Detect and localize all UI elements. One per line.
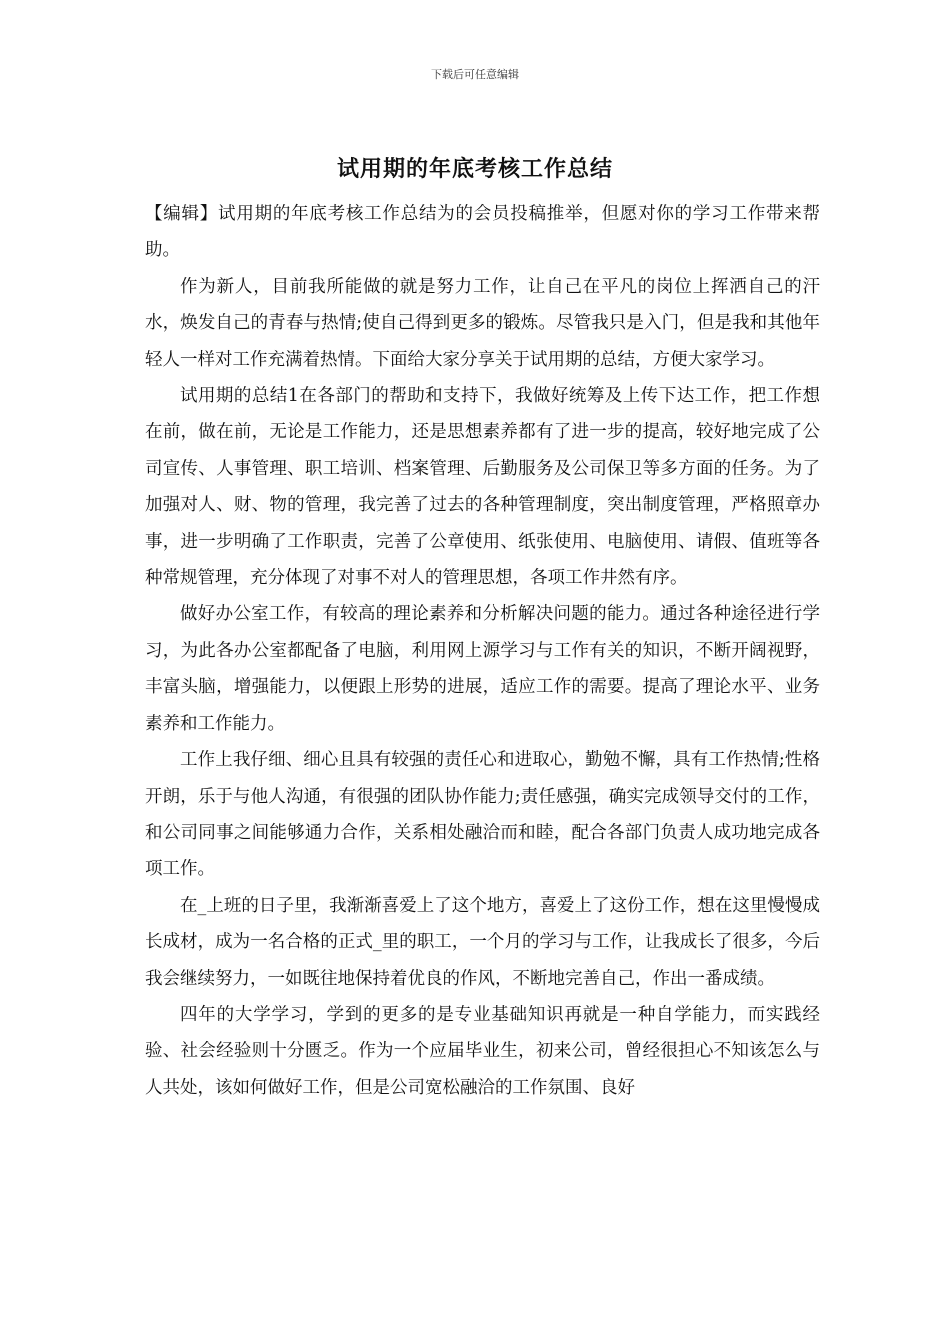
paragraph: 作为新人，目前我所能做的就是努力工作，让自己在平凡的岗位上挥洒自己的汗水，焕发自己的青春与热情;使自己得到更多的锻炼。尽管我只是入门，但是我和其他年轻人一样对工作充满着热情。下面给大家分享关于试用期的总结，方便大家学习。 <box>145 276 820 370</box>
paragraph: 四年的大学学习，学到的更多的是专业基础知识再就是一种自学能力，而实践经验、社会经验则十分匮乏。作为一个应届毕业生，初来公司，曾经很担心不知该怎么与人共处，该如何做好工作，但是公司宽松融洽的工作氛围、良好 <box>145 1004 820 1098</box>
document-body <box>145 196 820 1106</box>
page-header-note: 下载后可任意编辑 <box>431 68 519 81</box>
paragraph: 在_上班的日子里，我渐渐喜爱上了这个地方，喜爱上了这份工作，想在这里慢慢成长成材，成为一名合格的正式_里的职工，一个月的学习与工作，让我成长了很多，今后我会继续努力，一如既往地保持着优良的作风，不断地完善自己，作出一番成绩。 <box>145 895 820 989</box>
paragraph: 做好办公室工作，有较高的理论素养和分析解决问题的能力。通过各种途径进行学习，为此各办公室都配备了电脑，利用网上源学习与工作有关的知识，不断开阔视野，丰富头脑，增强能力，以便跟上形势的进展，适应工作的需要。提高了理论水平、业务素养和工作能力。 <box>145 604 820 734</box>
paragraph-intro: 【编辑】试用期的年底考核工作总结为的会员投稿推举，但愿对你的学习工作带来帮助。 <box>145 204 820 261</box>
paragraph: 工作上我仔细、细心且具有较强的责任心和进取心，勤勉不懈，具有工作热情;性格开朗，乐于与他人沟通，有很强的团队协作能力;责任感强，确实完成领导交付的工作，和公司同事之间能够通力合作，关系相处融洽而和睦，配合各部门负责人成功地完成各项工作。 <box>145 750 820 880</box>
document-title: 试用期的年底考核工作总结 <box>336 156 613 182</box>
paragraph: 试用期的总结1在各部门的帮助和支持下，我做好统筹及上传下达工作，把工作想在前，做在前，无论是工作能力，还是思想素养都有了进一步的提高，较好地完成了公司宣传、人事管理、职工培训、档案管理、后勤服务及公司保卫等多方面的任务。为了加强对人、财、物的管理，我完善了过去的各种管理制度，突出制度管理，严格照章办事，进一步明确了工作职责，完善了公章使用、纸张使用、电脑使用、请假、值班等各种常规管理，充分体现了对事不对人的管理思想，各项工作井然有序。 <box>145 386 820 589</box>
